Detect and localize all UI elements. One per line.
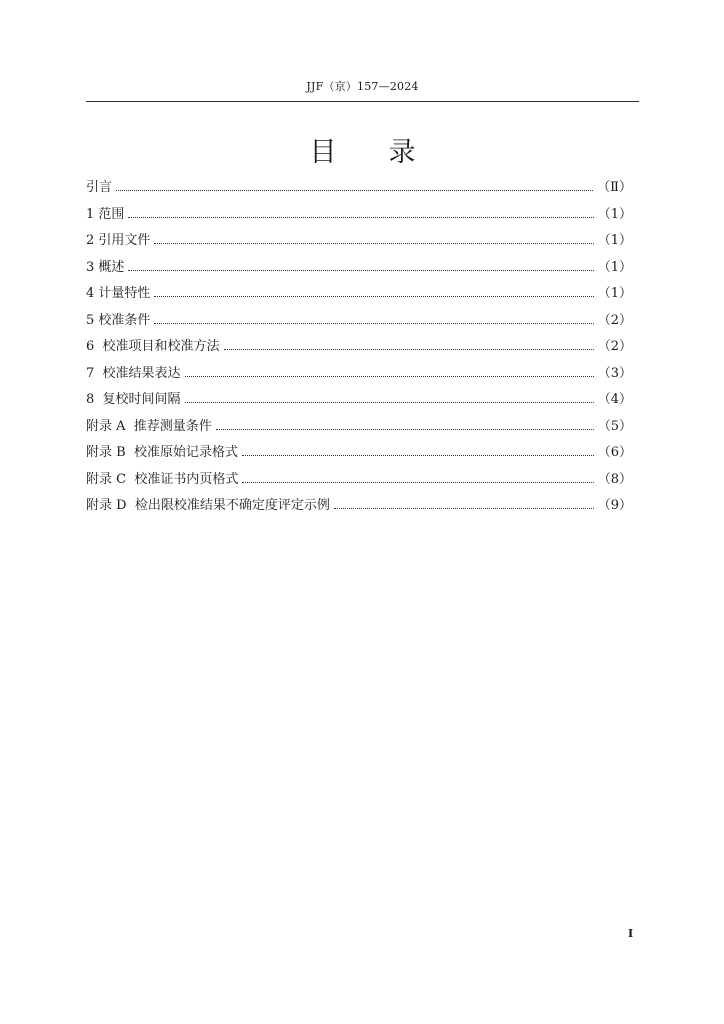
toc-entry-label: 附录 B 校准原始记录格式 [86,445,238,460]
toc-leader-dots [128,270,593,271]
toc-entry-label: 引言 [86,180,113,195]
toc-entry-page: （2） [597,339,632,354]
toc-entry-label: 4 计量特性 [86,286,151,301]
toc-entry-label: 3 概述 [86,259,125,275]
toc-entry-label: 1 范围 [86,206,125,222]
toc-leader-dots [154,296,593,297]
toc-leader-dots [185,376,594,377]
toc-entry-label: 2 引用文件 [86,233,151,248]
header-rule [86,101,639,102]
toc-leader-dots [128,217,593,218]
toc-leader-dots [224,349,594,350]
toc-entry-page: （9） [597,498,632,513]
toc-entry-page: （5） [597,418,632,434]
toc-leader-dots [334,508,594,509]
toc-entry[interactable] [86,260,632,287]
toc-entry-page: （2） [597,312,632,328]
toc-entry[interactable] [86,366,632,393]
toc-entry[interactable] [86,445,632,472]
toc-entry-label: 7 校准结果表达 [86,365,181,381]
toc-entry[interactable] [86,472,632,499]
toc-entry-page: （1） [597,286,632,301]
toc-entry[interactable] [86,286,632,313]
toc-entry-label: 附录 A 推荐测量条件 [86,418,212,434]
toc-entry-label: 附录 D 检出限校准结果不确定度评定示例 [86,498,330,513]
toc-leader-dots [154,243,593,244]
toc-entry-label: 8 复校时间间隔 [86,392,181,407]
toc-entry[interactable] [86,207,632,234]
toc-entry-page: （1） [597,233,632,248]
toc-title: 目录 [309,137,468,168]
toc-entry[interactable] [86,180,632,207]
toc-entry-label: 6 校准项目和校准方法 [86,339,220,354]
toc-leader-dots [242,455,594,456]
toc-leader-dots [154,323,593,324]
toc-entry-page: （1） [597,206,632,222]
toc-entry-label: 附录 C 校准证书内页格式 [86,471,239,487]
toc-leader-dots [116,190,593,191]
toc-entry[interactable] [86,233,632,260]
toc-entry[interactable] [86,392,632,419]
toc-leader-dots [185,402,594,403]
toc-entry-page: （4） [597,392,632,407]
toc-leader-dots [216,429,594,430]
toc-entry-label: 5 校准条件 [86,312,151,328]
toc-entry[interactable] [86,339,632,366]
toc-entry[interactable] [86,498,632,525]
table-of-contents [86,180,632,525]
page-number: I [628,927,634,940]
toc-entry-page: （6） [597,445,632,460]
toc-entry-page: （Ⅱ） [597,180,632,195]
toc-leader-dots [242,482,593,483]
page-header: JJF（京）157—2024 [306,80,419,93]
toc-entry[interactable] [86,419,632,446]
toc-entry-page: （3） [597,365,632,381]
toc-entry-page: （1） [597,259,632,275]
toc-entry[interactable] [86,313,632,340]
toc-entry-page: （8） [597,471,632,487]
